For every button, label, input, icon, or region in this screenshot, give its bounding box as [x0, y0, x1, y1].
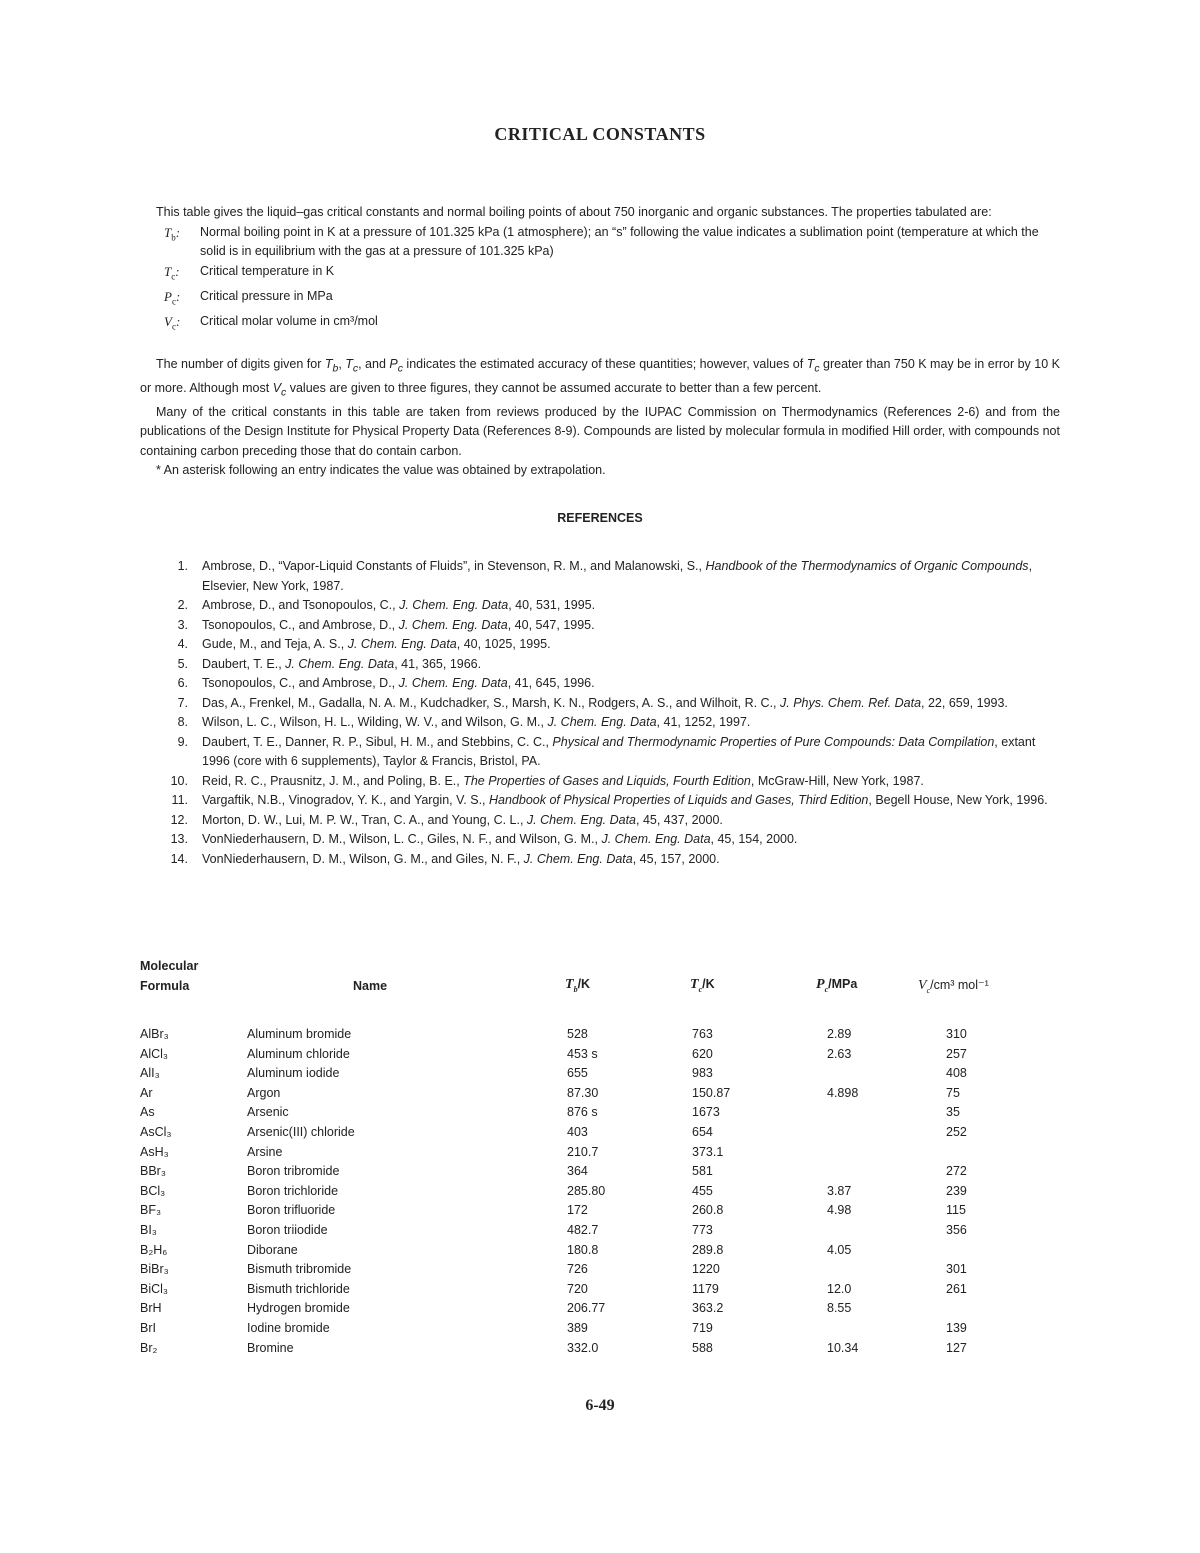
cell-name: Bromine: [247, 1340, 294, 1355]
cell-name: Arsenic: [247, 1105, 289, 1120]
cell-vc: 75: [946, 1085, 960, 1100]
cell-formula: BF₃: [140, 1203, 162, 1218]
cell-name: Bismuth trichloride: [247, 1281, 350, 1296]
cell-name: Boron trifluoride: [247, 1203, 336, 1218]
cell-formula: BrH: [140, 1301, 162, 1316]
table-row: [140, 1064, 1040, 1084]
cell-formula: AlI₃: [140, 1066, 160, 1081]
cell-pc: 12.0: [827, 1281, 852, 1296]
cell-pc: 3.87: [827, 1183, 852, 1198]
reference-item: [152, 791, 1060, 811]
table-row: [140, 1241, 1040, 1261]
cell-formula: Ar: [140, 1085, 153, 1100]
cell-tb: 528: [567, 1027, 588, 1041]
header-formula-line1: Molecular: [140, 959, 199, 973]
cell-tc: 1220: [692, 1262, 720, 1277]
cell-pc: 2.89: [827, 1027, 852, 1041]
cell-pc: 4.898: [827, 1085, 859, 1100]
reference-number: 6.: [177, 676, 188, 690]
reference-item: [152, 655, 1060, 675]
table-row: [140, 1182, 1040, 1202]
reference-number: 4.: [177, 637, 188, 651]
cell-tc: 773: [692, 1222, 713, 1237]
cell-vc: 115: [946, 1203, 966, 1218]
reference-number: 12.: [170, 812, 188, 827]
cell-name: Boron triiodide: [247, 1222, 328, 1237]
cell-tb: 180.8: [567, 1242, 599, 1257]
cell-tb: 206.77: [567, 1301, 606, 1316]
cell-pc: 2.63: [827, 1046, 852, 1061]
cell-tb: 210.7: [567, 1144, 599, 1159]
reference-number: 14.: [170, 851, 188, 866]
cell-vc: 139: [946, 1320, 967, 1335]
cell-pc: 4.05: [827, 1242, 852, 1257]
cell-tb: 172: [567, 1203, 588, 1218]
cell-tc: 150.87: [692, 1085, 731, 1100]
reference-item: [152, 635, 1060, 655]
reference-text: Daubert, T. E., J. Chem. Eng. Data, 41, 365, 1966.: [202, 656, 482, 671]
cell-tc: 719: [692, 1320, 713, 1335]
table-row: [140, 1280, 1040, 1300]
definition-item: [164, 262, 1060, 287]
reference-item: [152, 733, 1060, 772]
cell-vc: 272: [946, 1164, 967, 1179]
references-list: [152, 557, 1060, 869]
cell-pc: 10.34: [827, 1340, 859, 1355]
reference-text: Gude, M., and Teja, A. S., J. Chem. Eng. Data, 40, 1025, 1995.: [202, 637, 551, 651]
reference-text: Reid, R. C., Prausnitz, J. M., and Poling, B. E., The Properties of Gases and Liquids, Fourth Edition, McGraw-Hill, New York, 1987.: [202, 773, 924, 788]
cell-vc: 310: [946, 1027, 967, 1041]
table-row: [140, 1045, 1040, 1065]
cell-tc: 1179: [692, 1281, 719, 1296]
cell-tb: 876 s: [567, 1105, 598, 1120]
definition-symbol: $T_b$:: [164, 224, 181, 243]
data-table: [140, 1025, 1040, 1358]
definition-text: Critical molar volume in cm³/mol: [200, 313, 378, 328]
cell-tb: 332.0: [567, 1340, 599, 1355]
cell-tb: 655: [567, 1066, 588, 1081]
cell-tc: 289.8: [692, 1242, 724, 1257]
cell-name: Boron trichloride: [247, 1183, 339, 1198]
definition-symbol: $T_c$:: [164, 263, 180, 282]
table-row: [140, 1260, 1040, 1280]
cell-formula: BI₃: [140, 1222, 157, 1237]
introduction: [140, 203, 1060, 481]
reference-text: Wilson, L. C., Wilson, H. L., Wilding, W. V., and Wilson, G. M., J. Chem. Eng. Data, 41, 1252, 1997.: [202, 715, 751, 729]
reference-text: Morton, D. W., Lui, M. P. W., Tran, C. A., and Young, C. L., J. Chem. Eng. Data, 45, 437, 2000.: [202, 812, 723, 827]
cell-name: Aluminum bromide: [247, 1027, 352, 1041]
cell-tc: 763: [692, 1027, 713, 1041]
cell-tc: 581: [692, 1164, 713, 1179]
reference-text: Tsonopoulos, C., and Ambrose, D., J. Chem. Eng. Data, 40, 547, 1995.: [202, 617, 595, 632]
header-tb: $T_b/K$: [565, 977, 591, 994]
cell-tc: 1673: [692, 1105, 720, 1120]
cell-name: Arsenic(III) chloride: [247, 1124, 355, 1139]
cell-vc: 127: [946, 1340, 967, 1355]
reference-number: 13.: [170, 832, 188, 846]
reference-item: [152, 674, 1060, 694]
reference-text: Ambrose, D., “Vapor-Liquid Constants of Fluids”, in Stevenson, R. M., and Malanowski, S., Handbook of the Thermodynamics of Organic Compounds, Elsevier, New York, 1987.: [202, 559, 1033, 593]
reference-item: [152, 772, 1060, 792]
page-number: 6-49: [585, 1397, 615, 1414]
cell-tb: 720: [567, 1281, 588, 1296]
cell-formula: B₂H₆: [140, 1242, 168, 1257]
cell-tc: 620: [692, 1046, 713, 1061]
definition-item: [164, 223, 1060, 262]
cell-name: Iodine bromide: [247, 1320, 330, 1335]
reference-item: [152, 596, 1060, 616]
table-row: [140, 1123, 1040, 1143]
cell-vc: 261: [946, 1281, 967, 1296]
table-header: [140, 959, 1040, 1003]
sources-paragraph: Many of the critical constants in this table are taken from reviews produced by the IUPAC Commission on Thermodynamics (References 2-6) and from the publications of the Design Institute for Physical Property Data (References 8-9). Compounds are listed by molecular formula in modified Hill order, with compounds not containing carbon preceding those that do contain carbon.: [140, 404, 1060, 458]
cell-tb: 482.7: [567, 1222, 599, 1237]
definition-item: [164, 312, 1060, 337]
reference-item: [152, 713, 1060, 733]
reference-text: Vargaftik, N.B., Vinogradov, Y. K., and Yargin, V. S., Handbook of Physical Properties of Liquids and Gases, Third Edition, Begell House, New York, 1996.: [202, 793, 1048, 807]
table-row: [140, 1162, 1040, 1182]
cell-tc: 455: [692, 1183, 713, 1198]
cell-tb: 453 s: [567, 1046, 598, 1061]
cell-name: Arsine: [247, 1144, 283, 1159]
accuracy-paragraph: The number of digits given for $T_b$, $T_c$, and $P_c$ indicates the estimated accuracy of these quantities; however, values of $T_c$ greater than 750 K may be in error by 10 K or more. Although most $V_c$ values are given to three figures, they cannot be assumed accurate to better than a few percent.: [140, 356, 1061, 399]
header-formula-line2: Formula: [140, 979, 190, 993]
table-row: [140, 1221, 1040, 1241]
table-row: [140, 1103, 1040, 1123]
cell-tb: 726: [567, 1262, 588, 1277]
definition-text: Critical pressure in MPa: [200, 288, 333, 303]
cell-vc: 301: [946, 1262, 967, 1277]
table-row: [140, 1299, 1040, 1319]
table-row: [140, 1084, 1040, 1104]
table-row: [140, 1025, 1040, 1045]
cell-vc: 408: [946, 1066, 967, 1081]
table-row: [140, 1143, 1040, 1163]
cell-formula: AlCl₃: [140, 1046, 169, 1061]
header-pc: $P_c$/MPa: [816, 977, 858, 994]
reference-text: Ambrose, D., and Tsonopoulos, C., J. Chem. Eng. Data, 40, 531, 1995.: [202, 598, 596, 612]
table-row: [140, 1201, 1040, 1221]
definition-symbol: $P_c$:: [164, 288, 181, 307]
reference-item: [152, 811, 1060, 831]
reference-text: Tsonopoulos, C., and Ambrose, D., J. Chem. Eng. Data, 41, 645, 1996.: [202, 676, 595, 690]
page-title: CRITICAL CONSTANTS: [494, 124, 706, 144]
reference-item: [152, 850, 1060, 870]
intro-paragraph: This table gives the liquid–gas critical constants and normal boiling points of about 750 inorganic and organic substances. The properties tabulated are:: [156, 205, 992, 219]
reference-number: 3.: [177, 617, 188, 632]
cell-name: Argon: [247, 1085, 281, 1100]
header-name: Name: [353, 979, 388, 993]
cell-vc: 35: [946, 1105, 960, 1120]
definition-text: Critical temperature in K: [200, 263, 335, 278]
property-definitions: [164, 223, 1060, 337]
cell-formula: AsH₃: [140, 1144, 169, 1159]
reference-item: [152, 557, 1060, 596]
reference-number: 7.: [177, 695, 188, 710]
reference-text: VonNiederhausern, D. M., Wilson, G. M., and Giles, N. F., J. Chem. Eng. Data, 45, 157, 2000.: [202, 851, 720, 866]
reference-number: 11.: [171, 793, 188, 807]
table-row: [140, 1339, 1040, 1359]
cell-vc: 356: [946, 1222, 967, 1237]
cell-tb: 285.80: [567, 1183, 606, 1198]
reference-text: VonNiederhausern, D. M., Wilson, L. C., Giles, N. F., and Wilson, G. M., J. Chem. Eng. Data, 45, 154, 2000.: [202, 832, 798, 846]
asterisk-note: * An asterisk following an entry indicates the value was obtained by extrapolation.: [156, 463, 606, 478]
table-row: [140, 1319, 1040, 1339]
header-vc: $V_c$/cm³ mol⁻¹: [918, 978, 989, 995]
cell-tc: 363.2: [692, 1301, 724, 1316]
reference-text: Daubert, T. E., Danner, R. P., Sibul, H. M., and Stebbins, C. C., Physical and Thermodynamic Properties of Pure Compounds: Data Compilation, extant 1996 (core with 6 supplements), Taylor & Francis, Bristol, PA.: [202, 734, 1036, 768]
cell-name: Aluminum chloride: [247, 1046, 350, 1061]
reference-number: 10.: [170, 773, 188, 788]
cell-vc: 257: [946, 1046, 967, 1061]
definition-symbol: $V_c$:: [164, 313, 181, 332]
reference-item: [152, 616, 1060, 636]
cell-formula: BiCl₃: [140, 1281, 169, 1296]
cell-name: Diborane: [247, 1242, 298, 1257]
cell-formula: BrI: [140, 1320, 156, 1335]
cell-name: Aluminum iodide: [247, 1066, 340, 1081]
reference-number: 2.: [177, 598, 188, 612]
reference-item: [152, 830, 1060, 850]
reference-text: Das, A., Frenkel, M., Gadalla, N. A. M., Kudchadker, S., Marsh, K. N., Rodgers, A. S., and Wilhoit, R. C., J. Phys. Chem. Ref. Data, 22, 659, 1993.: [202, 695, 1008, 710]
definition-item: [164, 287, 1060, 312]
cell-tc: 983: [692, 1066, 713, 1081]
cell-formula: Br₂: [140, 1340, 158, 1355]
cell-vc: 252: [946, 1124, 967, 1139]
definition-text: Normal boiling point in K at a pressure of 101.325 kPa (1 atmosphere); an “s” following the value indicates a sublimation point (temperature at which the solid is in equilibrium with the gas at a pressure of 101.325 kPa): [200, 224, 1039, 258]
cell-formula: BiBr₃: [140, 1262, 169, 1277]
reference-item: [152, 694, 1060, 714]
cell-tc: 373.1: [692, 1144, 724, 1159]
cell-name: Hydrogen bromide: [247, 1301, 350, 1316]
cell-tc: 588: [692, 1340, 713, 1355]
cell-pc: 4.98: [827, 1203, 852, 1218]
cell-tb: 87.30: [567, 1085, 599, 1100]
cell-tc: 654: [692, 1124, 713, 1139]
reference-number: 5.: [177, 656, 188, 671]
cell-tb: 403: [567, 1124, 588, 1139]
cell-pc: 8.55: [827, 1301, 852, 1316]
cell-formula: BCl₃: [140, 1183, 166, 1198]
cell-formula: As: [140, 1105, 155, 1120]
reference-number: 8.: [177, 715, 188, 729]
cell-name: Bismuth tribromide: [247, 1262, 352, 1277]
reference-number: 1.: [177, 559, 188, 573]
cell-name: Boron tribromide: [247, 1164, 340, 1179]
reference-number: 9.: [177, 734, 188, 749]
cell-formula: BBr₃: [140, 1164, 166, 1179]
cell-vc: 239: [946, 1183, 967, 1198]
cell-formula: AsCl₃: [140, 1124, 172, 1139]
header-tc: $T_c/K$: [690, 977, 715, 994]
cell-tb: 364: [567, 1164, 588, 1179]
references-heading: REFERENCES: [557, 511, 643, 525]
cell-formula: AlBr₃: [140, 1027, 169, 1041]
cell-tc: 260.8: [692, 1203, 724, 1218]
cell-tb: 389: [567, 1320, 588, 1335]
